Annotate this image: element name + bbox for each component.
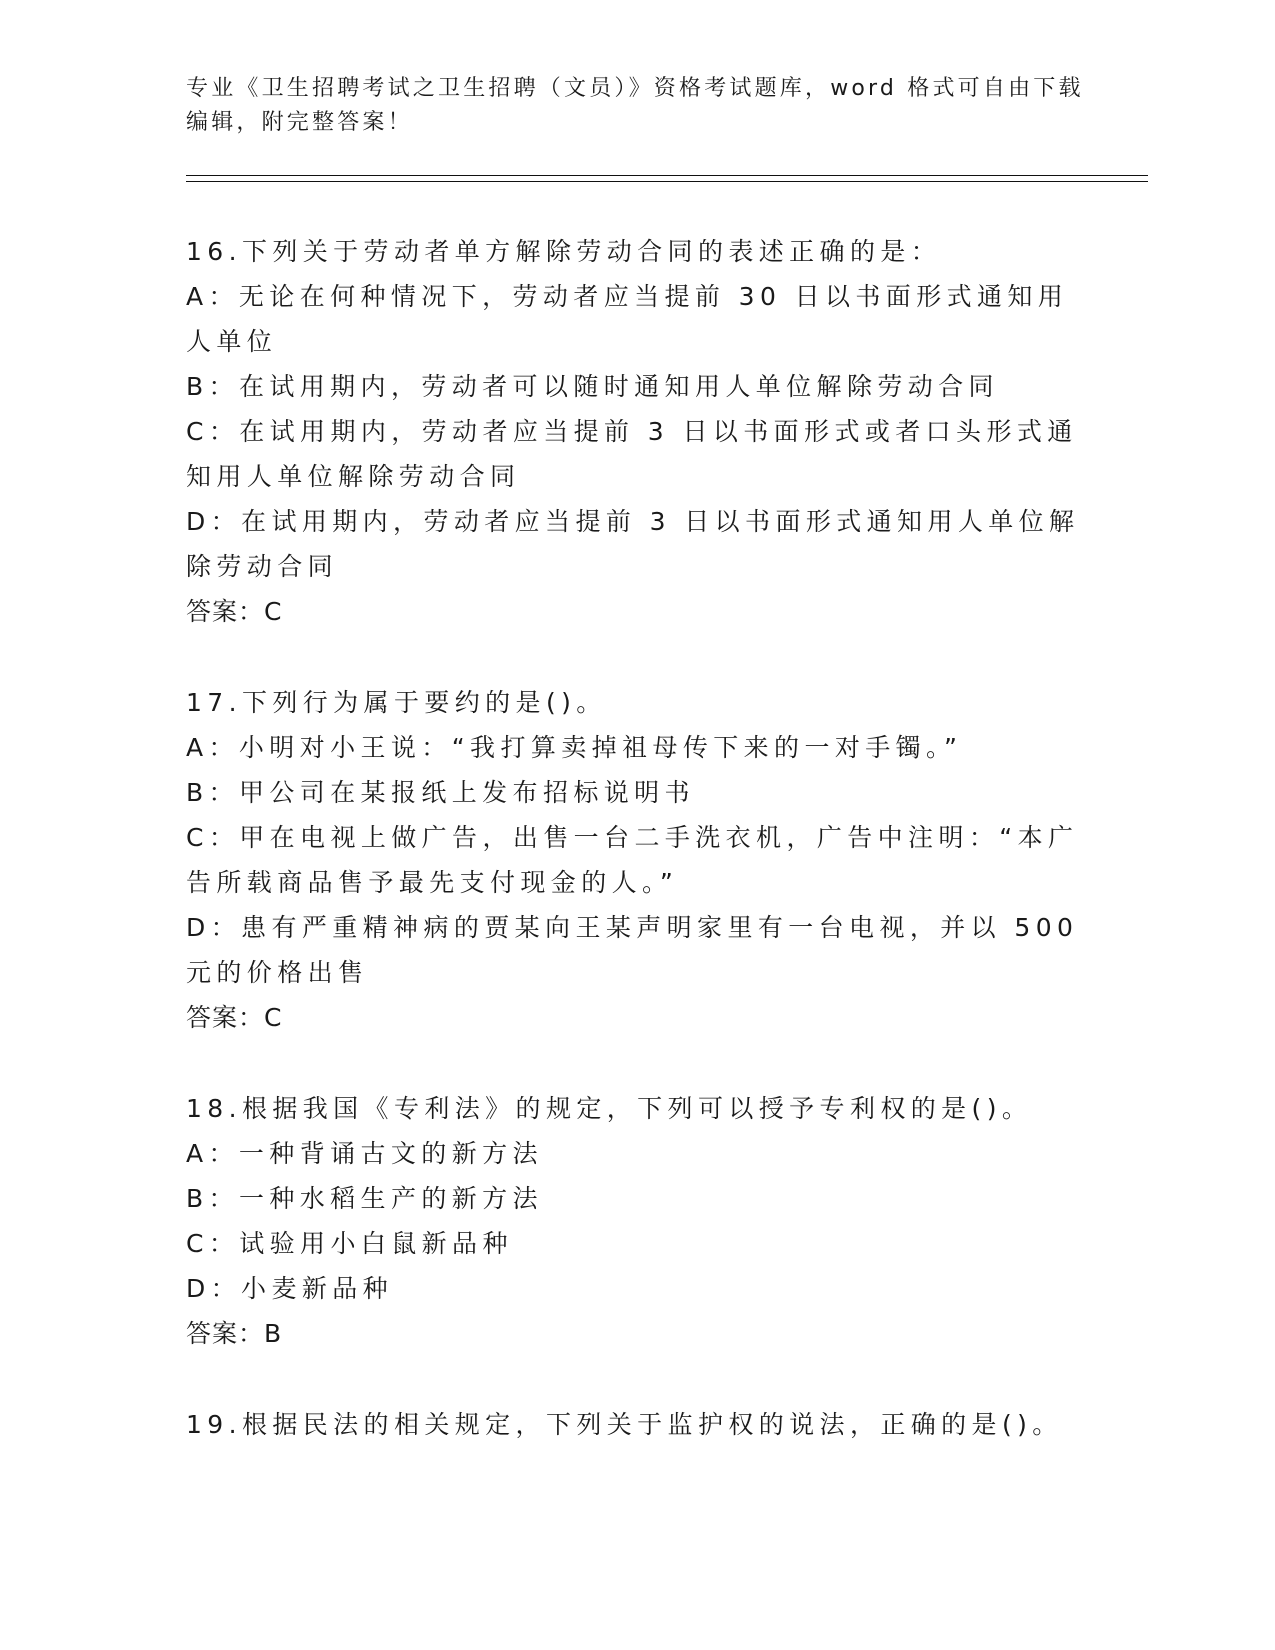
option-c: C：甲在电视上做广告，出售一台二手洗衣机，广告中注明：“本广告所载商品售予最先支付现金的人。” xyxy=(186,823,1079,897)
option-d: D：患有严重精神病的贾某向王某声明家里有一台电视，并以 500 元的价格出售 xyxy=(186,913,1079,987)
option-b: B：在试用期内，劳动者可以随时通知用人单位解除劳动合同 xyxy=(186,372,999,401)
question-stem: 19.根据民法的相关规定，下列关于监护权的说法，正确的是()。 xyxy=(186,1410,1063,1439)
answer-value: C xyxy=(264,597,283,626)
option-a: A：小明对小王说：“我打算卖掉祖母传下来的一对手镯。” xyxy=(186,733,963,762)
option-b: B：一种水稻生产的新方法 xyxy=(186,1184,543,1213)
question-19 xyxy=(186,1402,1086,1447)
answer-label: 答案： xyxy=(186,597,265,626)
option-d: D：小麦新品种 xyxy=(186,1274,394,1303)
option-c: C：在试用期内，劳动者应当提前 3 日以书面形式或者口头形式通知用人单位解除劳动合同 xyxy=(186,417,1078,491)
option-c: C：试验用小白鼠新品种 xyxy=(186,1229,513,1258)
answer-label: 答案： xyxy=(186,1319,265,1348)
header-divider-top xyxy=(186,175,1148,176)
answer-line xyxy=(186,1311,1086,1357)
header-divider-bottom xyxy=(186,181,1148,182)
question-stem: 17.下列行为属于要约的是()。 xyxy=(186,688,607,717)
answer-line xyxy=(186,995,1086,1041)
answer-line xyxy=(186,589,1086,635)
option-d: D：在试用期内，劳动者应当提前 3 日以书面形式通知用人单位解除劳动合同 xyxy=(186,507,1080,581)
answer-value: C xyxy=(264,1003,283,1032)
question-stem: 16.下列关于劳动者单方解除劳动合同的表述正确的是： xyxy=(186,237,942,266)
document-intro: 专业《卫生招聘考试之卫生招聘（文员）》资格考试题库，word 格式可自由下载编辑，附完整答案！ xyxy=(186,76,1084,135)
question-list xyxy=(186,229,1086,1492)
option-a: A：一种背诵古文的新方法 xyxy=(186,1139,543,1168)
question-16 xyxy=(186,229,1086,635)
question-stem: 18.根据我国《专利法》的规定，下列可以授予专利权的是()。 xyxy=(186,1094,1033,1123)
option-a: A：无论在何种情况下，劳动者应当提前 30 日以书面形式通知用人单位 xyxy=(186,282,1069,356)
answer-value: B xyxy=(264,1319,283,1348)
question-17 xyxy=(186,680,1086,1041)
question-18 xyxy=(186,1086,1086,1357)
answer-label: 答案： xyxy=(186,1003,265,1032)
option-b: B：甲公司在某报纸上发布招标说明书 xyxy=(186,778,695,807)
